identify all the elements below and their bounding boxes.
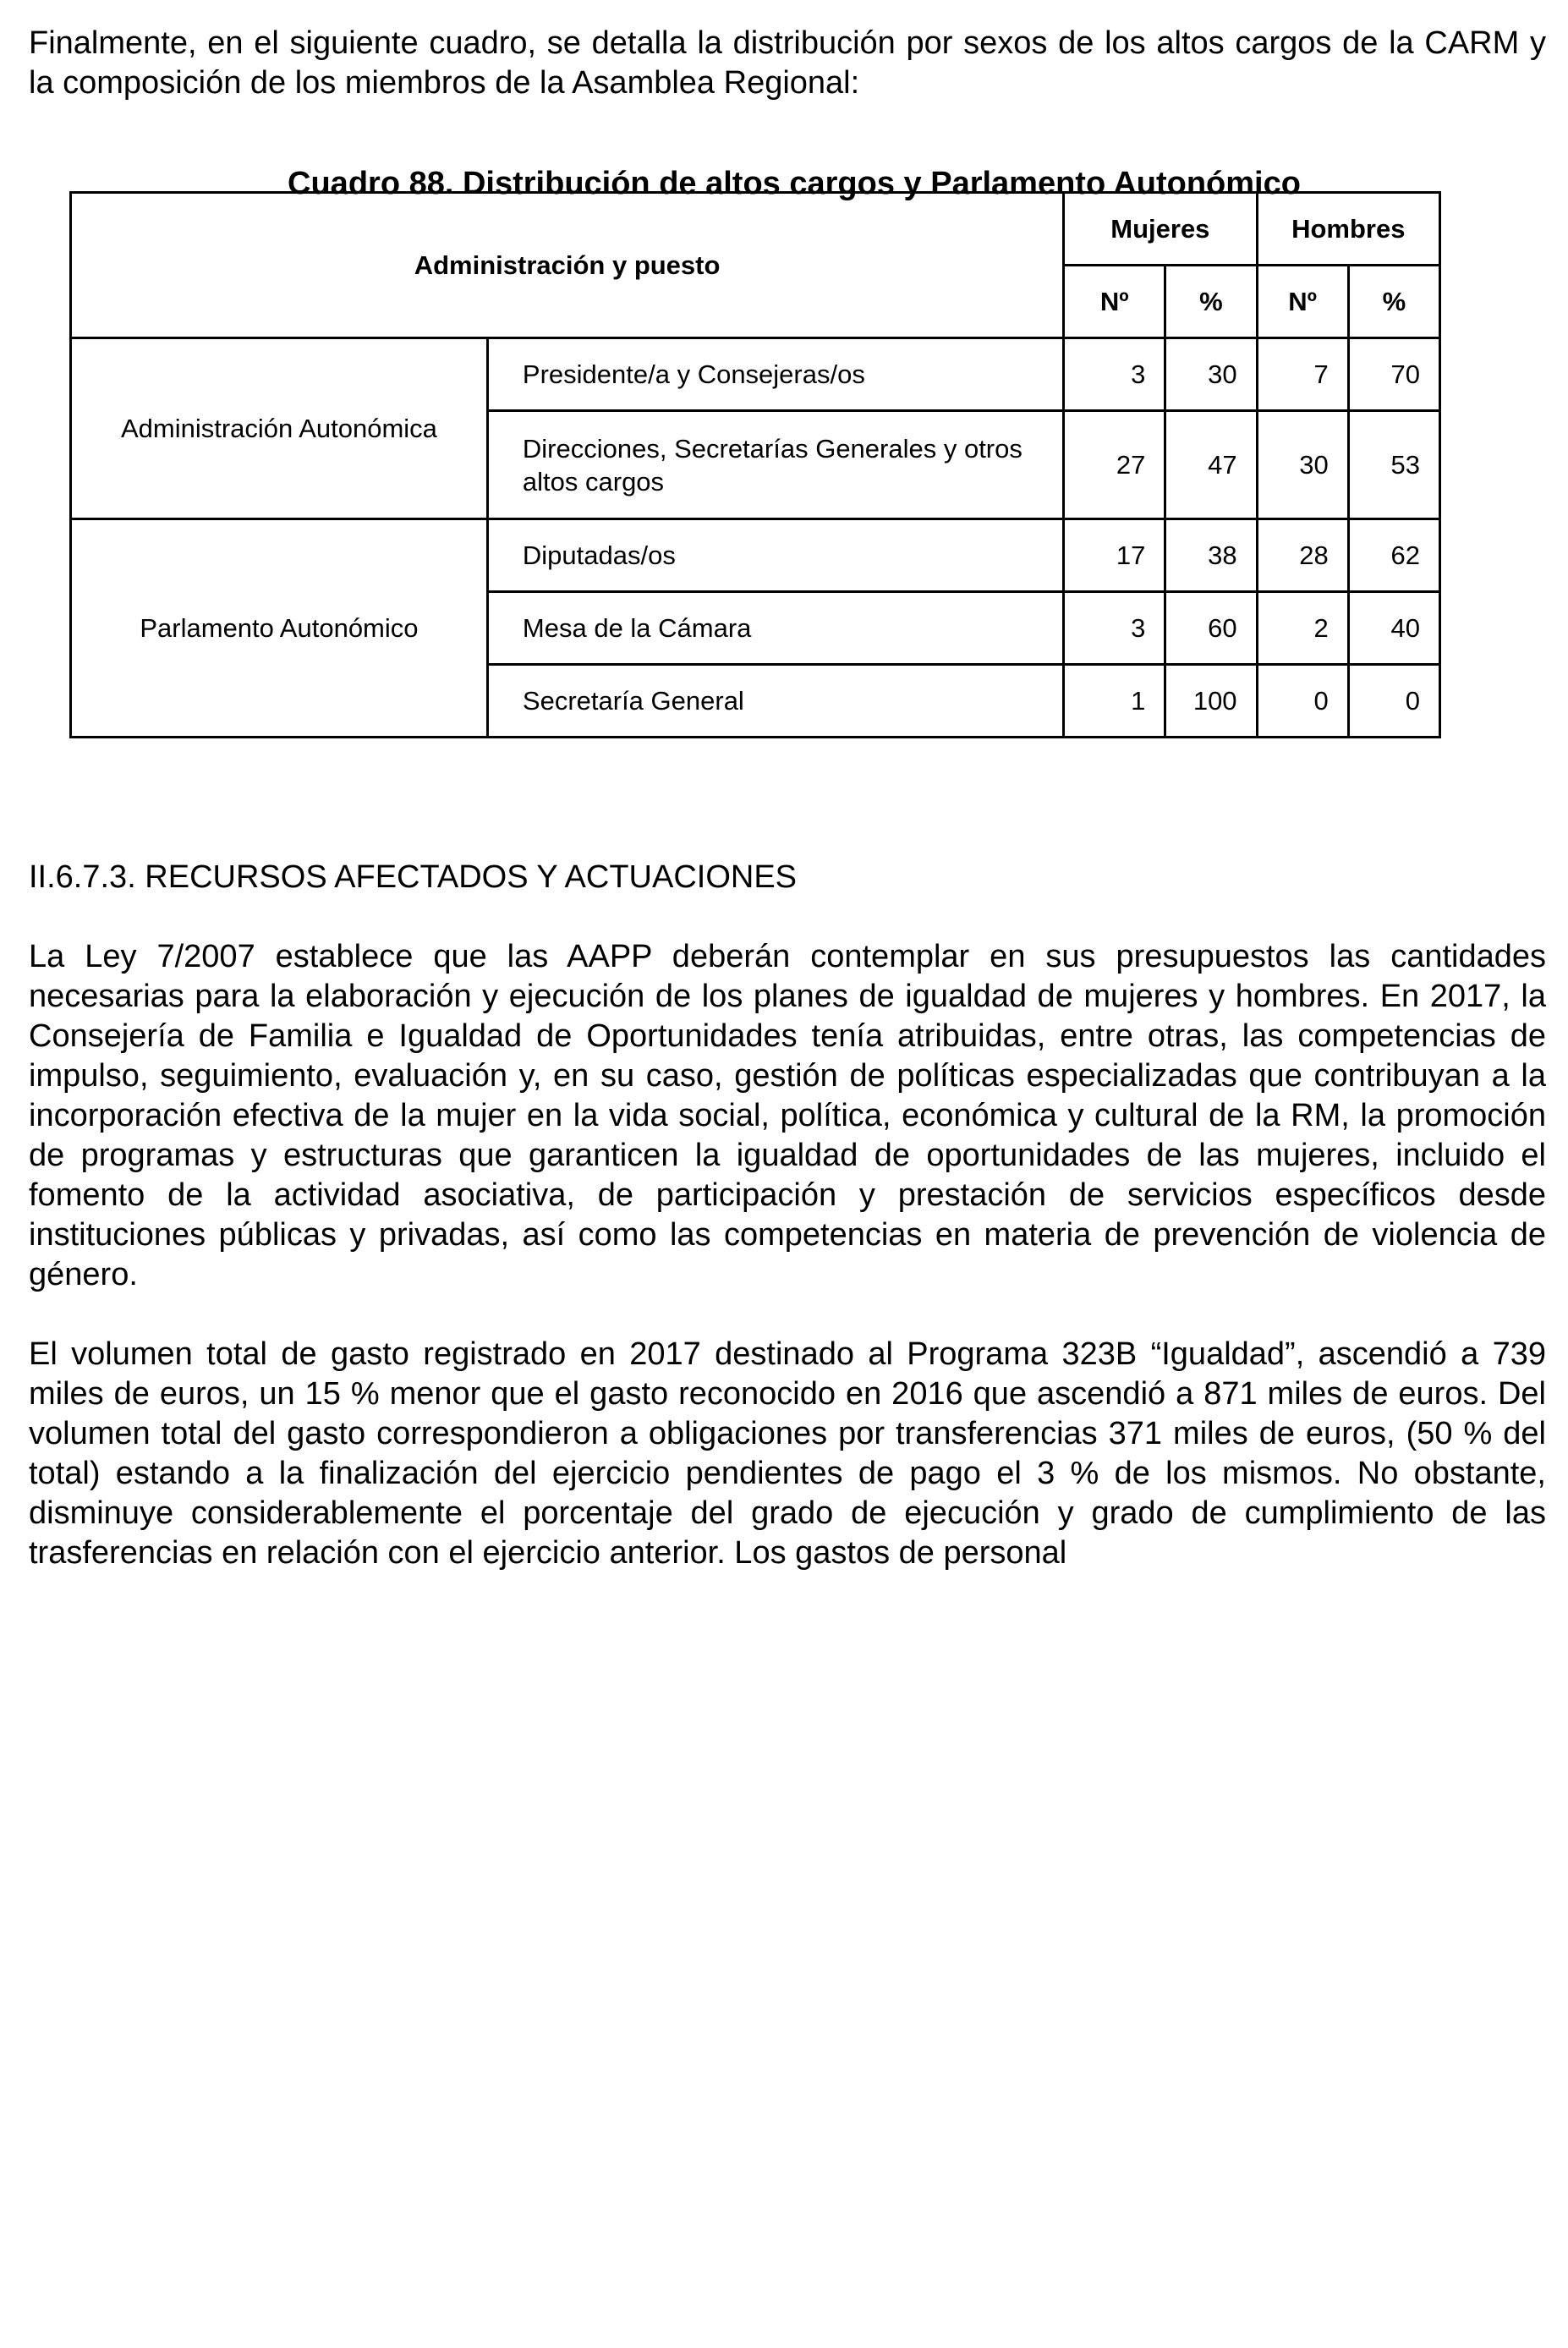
body-section-2: [29, 1335, 1546, 1573]
body-section-1: [29, 937, 1546, 1295]
row-hombres-pct: 53: [1348, 411, 1439, 519]
header-mujeres: Mujeres: [1064, 193, 1257, 266]
row-hombres-pct: 70: [1348, 338, 1439, 411]
row-hombres-pct: 62: [1348, 519, 1439, 592]
group-name: Parlamento Autonómico: [71, 519, 488, 738]
section-heading: II.6.7.3. RECURSOS AFECTADOS Y ACTUACIONES: [29, 859, 798, 895]
row-hombres-pct: 0: [1348, 665, 1439, 738]
row-hombres-num: 30: [1257, 411, 1348, 519]
body-paragraph-1: La Ley 7/2007 establece que las AAPP deberán contemplar en sus presupuestos las cantidades necesarias para la elaboración y ejecución de los planes de igualdad de mujeres y hombres. En 2017, la Consejería de Familia e Igualdad de Oportunidades tenía atribuidas, entre otras, las competencias de impulso, seguimiento, evaluación y, en su caso, gestión de políticas especializadas que contribuyan a la incorporación efectiva de la mujer en la vida social, política, económica y cultural de la RM, la promoción de programas y estructuras que garanticen la igualdad de oportunidades de las mujeres, incluido el fomento de la actividad asociativa, de participación y prestación de servicios específicos desde instituciones públicas y privadas, así como las competencias en materia de prevención de violencia de género.: [29, 939, 1546, 1292]
body-paragraph-2: El volumen total de gasto registrado en 2017 destinado al Programa 323B “Igualdad”, ascendió a 739 miles de euros, un 15 % menor que el gasto reconocido en 2016 que ascendió a 871 miles de euros. Del volumen total del gasto correspondieron a obligaciones por transferencias 371 miles de euros, (50 % del total) estando a la finalización del ejercicio pendientes de pago el 3 % de los mismos. No obstante, disminuye considerablemente el porcentaje del grado de ejecución y grado de cumplimiento de las trasferencias en relación con el ejercicio anterior. Los gastos de personal: [29, 1336, 1546, 1571]
row-hombres-pct: 40: [1348, 592, 1439, 665]
row-hombres-num: 7: [1257, 338, 1348, 411]
row-mujeres-pct: 47: [1165, 411, 1257, 519]
row-puesto: Mesa de la Cámara: [487, 592, 1063, 665]
row-mujeres-pct: 38: [1165, 519, 1257, 592]
row-puesto: Direcciones, Secretarías Generales y otros altos cargos: [487, 411, 1063, 519]
row-puesto: Secretaría General: [487, 665, 1063, 738]
header-admin-puesto: Administración y puesto: [71, 193, 1064, 338]
row-mujeres-num: 17: [1064, 519, 1165, 592]
header-mujeres-num: Nº: [1064, 266, 1165, 338]
document-page: [29, 24, 1546, 202]
table-row: [71, 338, 1440, 411]
header-hombres: Hombres: [1257, 193, 1439, 266]
row-hombres-num: 0: [1257, 665, 1348, 738]
row-mujeres-pct: 100: [1165, 665, 1257, 738]
row-mujeres-num: 3: [1064, 592, 1165, 665]
header-hombres-pct: %: [1348, 266, 1439, 338]
header-hombres-num: Nº: [1257, 266, 1348, 338]
row-hombres-num: 28: [1257, 519, 1348, 592]
row-puesto: Presidente/a y Consejeras/os: [487, 338, 1063, 411]
row-mujeres-num: 27: [1064, 411, 1165, 519]
header-mujeres-pct: %: [1165, 266, 1257, 338]
row-mujeres-pct: 30: [1165, 338, 1257, 411]
row-mujeres-num: 1: [1064, 665, 1165, 738]
group-name: Administración Autonómica: [71, 338, 488, 519]
intro-paragraph: Finalmente, en el siguiente cuadro, se detalla la distribución por sexos de los altos cargos de la CARM y la composición de los miembros de la Asamblea Regional:: [29, 25, 1546, 101]
distribution-table: [69, 191, 1441, 738]
row-mujeres-num: 3: [1064, 338, 1165, 411]
row-puesto: Diputadas/os: [487, 519, 1063, 592]
table-caption: Cuadro 88. Distribución de altos cargos y Parlamento Autonómico: [288, 166, 1301, 201]
table-row: [71, 519, 1440, 592]
row-hombres-num: 2: [1257, 592, 1348, 665]
row-mujeres-pct: 60: [1165, 592, 1257, 665]
